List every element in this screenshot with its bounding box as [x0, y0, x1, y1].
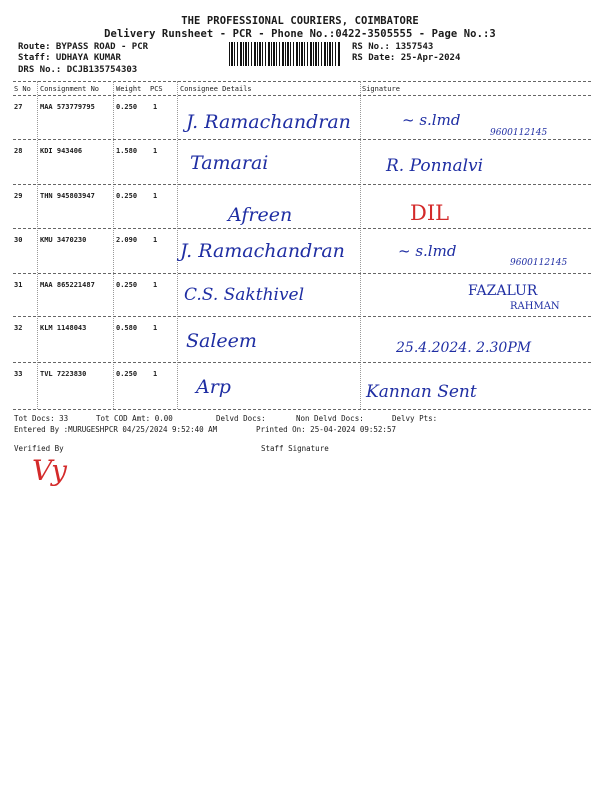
route-label: Route: BYPASS ROAD - PCR — [18, 42, 149, 52]
row-pcs: 1 — [153, 281, 158, 289]
row-consignment: KDI 943406 — [40, 147, 83, 155]
receiver-signature: Kannan Sent — [366, 382, 477, 402]
barcode — [229, 42, 341, 66]
row-pcs: 1 — [153, 147, 158, 155]
delivered-docs: Delvd Docs: — [216, 414, 266, 423]
receiver-signature: 25.4.2024. 2.30PM — [396, 340, 532, 356]
row-consignment: TVL 7223830 — [40, 370, 87, 378]
table-bottom-rule — [13, 409, 591, 410]
staff-label: Staff: UDHAYA KUMAR — [18, 53, 121, 63]
row-pcs: 1 — [153, 192, 158, 200]
rs-number: RS No.: 1357543 — [352, 42, 434, 52]
consignee-handwriting: Saleem — [186, 330, 257, 352]
table-row — [0, 318, 600, 358]
drs-number: DRS No.: DCJB135754303 — [18, 65, 138, 75]
row-consignment: KLM 1148043 — [40, 324, 87, 332]
row-weight: 0.250 — [116, 103, 138, 111]
consignee-handwriting: C.S. Sakthivel — [184, 285, 305, 305]
receiver-phone: 9600112145 — [510, 258, 568, 268]
row-rule — [13, 316, 591, 317]
total-cod: Tot COD Amt: 0.00 — [96, 414, 173, 423]
verified-by-label: Verified By — [14, 444, 64, 453]
row-weight: 0.250 — [116, 281, 138, 289]
row-rule — [13, 139, 591, 140]
runsheet-subtitle: Delivery Runsheet - PCR - Phone No.:0422-3505555 - Page No.:3 — [104, 28, 496, 40]
row-sno: 33 — [14, 370, 23, 378]
receiver-signature: ~ s.lmd — [398, 242, 457, 260]
table-row — [0, 97, 600, 137]
delivery-points: Delvy Pts: — [392, 414, 438, 423]
row-consignment: MAA 573779795 — [40, 103, 95, 111]
receiver-signature: R. Ponnalvi — [386, 156, 484, 176]
receiver-phone: 9600112145 — [490, 128, 548, 138]
row-rule — [13, 273, 591, 274]
col-consignment: Consignment No — [40, 85, 100, 93]
row-pcs: 1 — [153, 236, 158, 244]
row-pcs: 1 — [153, 103, 158, 111]
row-consignment: THN 945803947 — [40, 192, 95, 200]
receiver-name-note: RAHMAN — [510, 301, 560, 312]
receiver-signature: DIL — [410, 201, 450, 225]
receiver-signature: FAZALUR — [468, 283, 538, 299]
verifier-initials: Vy — [32, 454, 67, 487]
company-title: THE PROFESSIONAL COURIERS, COIMBATORE — [181, 15, 419, 27]
row-rule — [13, 228, 591, 229]
col-signature: Signature — [362, 85, 400, 93]
row-weight: 0.250 — [116, 192, 138, 200]
row-consignment: KMU 3470230 — [40, 236, 87, 244]
rs-date: RS Date: 25-Apr-2024 — [352, 53, 461, 63]
col-sno: S No — [14, 85, 31, 93]
receiver-signature: ~ s.lmd — [402, 111, 461, 129]
col-weight: Weight — [116, 85, 142, 93]
header-rule — [13, 95, 591, 96]
consignee-handwriting: Tamarai — [190, 152, 269, 174]
row-weight: 1.580 — [116, 147, 138, 155]
row-sno: 30 — [14, 236, 23, 244]
row-sno: 32 — [14, 324, 23, 332]
row-pcs: 1 — [153, 370, 158, 378]
row-rule — [13, 362, 591, 363]
staff-signature-label: Staff Signature — [261, 444, 329, 453]
row-sno: 31 — [14, 281, 23, 289]
row-weight: 0.250 — [116, 370, 138, 378]
row-rule — [13, 184, 591, 185]
row-sno: 28 — [14, 147, 23, 155]
total-docs: Tot Docs: 33 — [14, 414, 69, 423]
consignee-handwriting: J. Ramachandran — [186, 111, 351, 133]
consignee-handwriting: Afreen — [228, 204, 293, 226]
table-top-rule — [13, 81, 591, 82]
row-consignment: MAA 865221487 — [40, 281, 95, 289]
consignee-handwriting: J. Ramachandran — [180, 240, 345, 262]
row-weight: 0.580 — [116, 324, 138, 332]
table-row — [0, 275, 600, 315]
consignee-handwriting: Arp — [196, 376, 231, 398]
table-row — [0, 186, 600, 226]
row-weight: 2.090 — [116, 236, 138, 244]
printed-on: Printed On: 25-04-2024 09:52:57 — [256, 425, 396, 434]
row-sno: 29 — [14, 192, 23, 200]
non-delivered-docs: Non Delvd Docs: — [296, 414, 364, 423]
col-consignee: Consignee Details — [180, 85, 252, 93]
col-pcs: PCS — [150, 85, 163, 93]
row-sno: 27 — [14, 103, 23, 111]
table-row — [0, 230, 600, 270]
row-pcs: 1 — [153, 324, 158, 332]
entered-by: Entered By :MURUGESHPCR 04/25/2024 9:52:40 AM — [14, 425, 218, 434]
table-row — [0, 141, 600, 181]
table-row — [0, 364, 600, 404]
